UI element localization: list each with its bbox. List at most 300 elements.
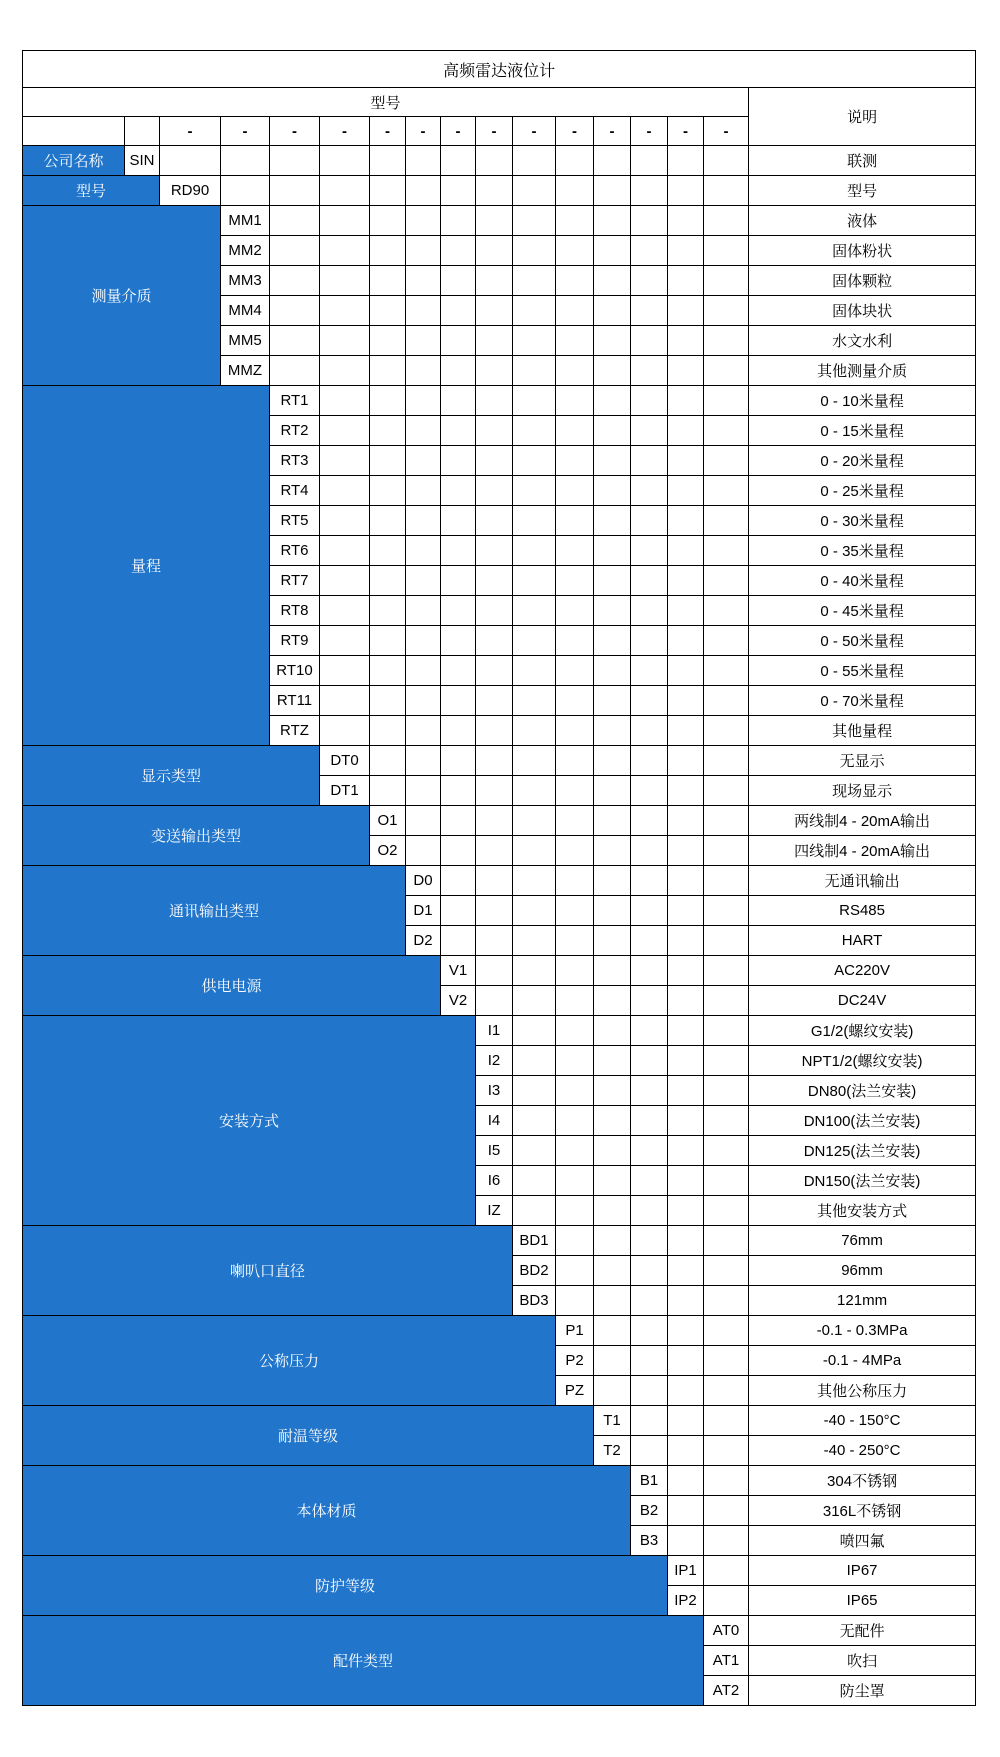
grid-cell xyxy=(594,656,631,686)
grid-cell xyxy=(476,266,513,296)
grid-cell xyxy=(513,746,556,776)
grid-cell xyxy=(631,296,668,326)
grid-cell xyxy=(668,536,704,566)
model-header: 型号 xyxy=(23,88,749,117)
description-cell: 316L不锈钢 xyxy=(749,1496,976,1526)
description-cell: G1/2(螺纹安装) xyxy=(749,1016,976,1046)
grid-cell xyxy=(513,716,556,746)
grid-cell xyxy=(270,146,320,176)
grid-cell xyxy=(270,266,320,296)
dash-separator-cell: - xyxy=(594,117,631,146)
grid-cell xyxy=(406,656,441,686)
grid-cell xyxy=(704,206,749,236)
grid-cell xyxy=(631,476,668,506)
model-code-cell: AT0 xyxy=(704,1616,749,1646)
grid-cell xyxy=(704,836,749,866)
grid-cell xyxy=(556,566,594,596)
grid-cell xyxy=(320,206,370,236)
grid-cell xyxy=(406,746,441,776)
option-row xyxy=(23,1016,976,1046)
grid-cell xyxy=(704,1376,749,1406)
option-row xyxy=(23,1226,976,1256)
grid-cell xyxy=(594,986,631,1016)
title-row xyxy=(23,51,976,88)
grid-cell xyxy=(704,626,749,656)
grid-cell xyxy=(668,776,704,806)
grid-cell xyxy=(406,146,441,176)
grid-cell xyxy=(370,656,406,686)
model-code-cell: I4 xyxy=(476,1106,513,1136)
grid-cell xyxy=(631,956,668,986)
model-code-cell: MM2 xyxy=(221,236,270,266)
grid-cell xyxy=(556,296,594,326)
grid-cell xyxy=(556,716,594,746)
model-code-cell: RT6 xyxy=(270,536,320,566)
grid-cell xyxy=(631,416,668,446)
grid-cell xyxy=(631,896,668,926)
grid-cell xyxy=(513,446,556,476)
grid-cell xyxy=(668,386,704,416)
grid-cell xyxy=(668,1166,704,1196)
grid-cell xyxy=(594,686,631,716)
grid-cell xyxy=(704,1526,749,1556)
grid-cell xyxy=(476,326,513,356)
grid-cell xyxy=(441,896,476,926)
grid-cell xyxy=(441,836,476,866)
grid-cell xyxy=(631,1046,668,1076)
grid-cell xyxy=(704,926,749,956)
grid-cell xyxy=(704,176,749,206)
grid-cell xyxy=(594,1346,631,1376)
description-cell: DN150(法兰安装) xyxy=(749,1166,976,1196)
model-code-cell: RT3 xyxy=(270,446,320,476)
description-cell: DN125(法兰安装) xyxy=(749,1136,976,1166)
grid-cell xyxy=(668,1196,704,1226)
model-code-cell: P1 xyxy=(556,1316,594,1346)
grid-cell xyxy=(441,446,476,476)
grid-cell xyxy=(556,176,594,206)
grid-cell xyxy=(513,146,556,176)
grid-cell xyxy=(556,1226,594,1256)
grid-cell xyxy=(320,356,370,386)
grid-cell xyxy=(704,1166,749,1196)
grid-cell xyxy=(704,1586,749,1616)
grid-cell xyxy=(476,416,513,446)
grid-cell xyxy=(631,626,668,656)
grid-cell xyxy=(476,626,513,656)
grid-cell xyxy=(441,326,476,356)
grid-cell xyxy=(594,266,631,296)
model-code-cell: D2 xyxy=(406,926,441,956)
grid-cell xyxy=(556,1106,594,1136)
grid-cell xyxy=(406,176,441,206)
model-code-cell: RD90 xyxy=(160,176,221,206)
grid-cell xyxy=(320,236,370,266)
description-cell: DN80(法兰安装) xyxy=(749,1076,976,1106)
grid-cell xyxy=(513,476,556,506)
grid-cell xyxy=(556,806,594,836)
grid-cell xyxy=(704,506,749,536)
grid-cell xyxy=(556,476,594,506)
grid-cell xyxy=(631,986,668,1016)
grid-cell xyxy=(513,416,556,446)
grid-cell xyxy=(631,1346,668,1376)
grid-cell xyxy=(594,1046,631,1076)
grid-cell xyxy=(704,896,749,926)
option-row xyxy=(23,866,976,896)
grid-cell xyxy=(704,1256,749,1286)
grid-cell xyxy=(668,1316,704,1346)
grid-cell xyxy=(631,776,668,806)
grid-cell xyxy=(370,536,406,566)
grid-cell xyxy=(406,236,441,266)
grid-cell xyxy=(406,566,441,596)
grid-cell xyxy=(476,836,513,866)
model-code-cell: O2 xyxy=(370,836,406,866)
grid-cell xyxy=(513,836,556,866)
model-code-cell: V1 xyxy=(441,956,476,986)
grid-cell xyxy=(594,596,631,626)
category-label: 防护等级 xyxy=(23,1556,668,1616)
grid-cell xyxy=(704,446,749,476)
description-cell: 0 - 35米量程 xyxy=(749,536,976,566)
grid-cell xyxy=(556,386,594,416)
model-code-cell: O1 xyxy=(370,806,406,836)
model-code-cell: BD3 xyxy=(513,1286,556,1316)
grid-cell xyxy=(631,236,668,266)
grid-cell xyxy=(441,656,476,686)
grid-cell xyxy=(704,956,749,986)
grid-cell xyxy=(406,446,441,476)
grid-cell xyxy=(668,1226,704,1256)
grid-cell xyxy=(406,326,441,356)
grid-cell xyxy=(704,266,749,296)
grid-cell xyxy=(704,1466,749,1496)
grid-cell xyxy=(668,1256,704,1286)
description-cell: 0 - 55米量程 xyxy=(749,656,976,686)
grid-cell xyxy=(668,296,704,326)
description-cell: 型号 xyxy=(749,176,976,206)
grid-cell xyxy=(704,716,749,746)
grid-cell xyxy=(370,506,406,536)
grid-cell xyxy=(704,536,749,566)
model-code-cell: RT11 xyxy=(270,686,320,716)
grid-cell xyxy=(594,626,631,656)
category-label: 配件类型 xyxy=(23,1616,704,1706)
option-row xyxy=(23,1466,976,1496)
grid-cell xyxy=(320,446,370,476)
option-row xyxy=(23,386,976,416)
grid-cell xyxy=(556,656,594,686)
grid-cell xyxy=(594,386,631,416)
grid-cell xyxy=(594,146,631,176)
description-cell: IP67 xyxy=(749,1556,976,1586)
grid-cell xyxy=(631,266,668,296)
grid-cell xyxy=(513,176,556,206)
description-cell: NPT1/2(螺纹安装) xyxy=(749,1046,976,1076)
grid-cell xyxy=(441,776,476,806)
grid-cell xyxy=(476,926,513,956)
grid-cell xyxy=(631,566,668,596)
grid-cell xyxy=(221,176,270,206)
grid-cell xyxy=(594,206,631,236)
grid-cell xyxy=(513,266,556,296)
grid-cell xyxy=(476,776,513,806)
grid-cell xyxy=(476,476,513,506)
grid-cell xyxy=(704,656,749,686)
grid-cell xyxy=(631,716,668,746)
description-cell: 0 - 30米量程 xyxy=(749,506,976,536)
dash-separator-cell: - xyxy=(704,117,749,146)
grid-cell xyxy=(513,926,556,956)
option-row xyxy=(23,806,976,836)
model-code-cell: B3 xyxy=(631,1526,668,1556)
dash-separator-cell: - xyxy=(631,117,668,146)
grid-cell xyxy=(441,416,476,446)
model-code-cell: P2 xyxy=(556,1346,594,1376)
grid-cell xyxy=(320,536,370,566)
model-code-cell: I6 xyxy=(476,1166,513,1196)
model-code-cell: AT2 xyxy=(704,1676,749,1706)
grid-cell xyxy=(441,206,476,236)
model-code-cell: IP2 xyxy=(668,1586,704,1616)
grid-cell xyxy=(513,386,556,416)
grid-cell xyxy=(631,596,668,626)
grid-cell xyxy=(476,596,513,626)
grid-cell xyxy=(476,296,513,326)
grid-cell xyxy=(513,236,556,266)
grid-cell xyxy=(320,416,370,446)
grid-cell xyxy=(476,176,513,206)
grid-cell xyxy=(370,476,406,506)
grid-cell xyxy=(594,326,631,356)
grid-cell xyxy=(631,1286,668,1316)
grid-cell xyxy=(270,236,320,266)
model-code-cell: T1 xyxy=(594,1406,631,1436)
grid-cell xyxy=(320,296,370,326)
grid-cell xyxy=(406,836,441,866)
category-label: 供电电源 xyxy=(23,956,441,1016)
grid-cell xyxy=(594,446,631,476)
grid-cell xyxy=(631,1136,668,1166)
model-code-cell: AT1 xyxy=(704,1646,749,1676)
grid-cell xyxy=(631,536,668,566)
description-cell: 0 - 45米量程 xyxy=(749,596,976,626)
grid-cell xyxy=(370,266,406,296)
grid-cell xyxy=(513,326,556,356)
model-code-cell: D0 xyxy=(406,866,441,896)
grid-cell xyxy=(556,746,594,776)
grid-cell xyxy=(668,836,704,866)
grid-cell xyxy=(631,1376,668,1406)
grid-cell xyxy=(704,686,749,716)
grid-cell xyxy=(668,146,704,176)
grid-cell xyxy=(668,506,704,536)
model-code-cell: B1 xyxy=(631,1466,668,1496)
grid-cell xyxy=(270,296,320,326)
grid-cell xyxy=(370,326,406,356)
option-row xyxy=(23,1406,976,1436)
grid-cell xyxy=(556,896,594,926)
grid-cell xyxy=(441,746,476,776)
description-cell: HART xyxy=(749,926,976,956)
description-cell: 121mm xyxy=(749,1286,976,1316)
grid-cell xyxy=(668,656,704,686)
grid-cell xyxy=(668,1016,704,1046)
grid-cell xyxy=(441,866,476,896)
grid-cell xyxy=(320,566,370,596)
grid-cell xyxy=(704,746,749,776)
grid-cell xyxy=(631,356,668,386)
grid-cell xyxy=(513,986,556,1016)
model-code-cell: SIN xyxy=(125,146,160,176)
grid-cell xyxy=(476,656,513,686)
grid-cell xyxy=(704,386,749,416)
grid-cell xyxy=(668,596,704,626)
model-code-cell: BD2 xyxy=(513,1256,556,1286)
grid-cell xyxy=(406,476,441,506)
grid-cell xyxy=(320,626,370,656)
description-cell: 0 - 25米量程 xyxy=(749,476,976,506)
grid-cell xyxy=(556,1166,594,1196)
grid-cell xyxy=(476,536,513,566)
grid-cell xyxy=(668,206,704,236)
model-code-cell: I3 xyxy=(476,1076,513,1106)
grid-cell xyxy=(594,296,631,326)
description-cell: 96mm xyxy=(749,1256,976,1286)
grid-cell xyxy=(594,416,631,446)
grid-cell xyxy=(704,986,749,1016)
option-row xyxy=(23,206,976,236)
grid-cell xyxy=(631,1196,668,1226)
model-code-cell: MM5 xyxy=(221,326,270,356)
grid-cell xyxy=(370,566,406,596)
grid-cell xyxy=(668,1106,704,1136)
grid-cell xyxy=(406,356,441,386)
model-code-cell: RT5 xyxy=(270,506,320,536)
grid-cell xyxy=(370,296,406,326)
grid-cell xyxy=(631,1256,668,1286)
grid-cell xyxy=(320,146,370,176)
description-header: 说明 xyxy=(749,88,976,146)
model-code-cell: I1 xyxy=(476,1016,513,1046)
model-code-cell: I2 xyxy=(476,1046,513,1076)
category-label: 公称压力 xyxy=(23,1316,556,1406)
grid-cell xyxy=(513,536,556,566)
grid-cell xyxy=(513,1076,556,1106)
grid-cell xyxy=(704,1076,749,1106)
grid-cell xyxy=(704,296,749,326)
model-code-cell: B2 xyxy=(631,1496,668,1526)
grid-cell xyxy=(631,1406,668,1436)
grid-cell xyxy=(556,206,594,236)
grid-cell xyxy=(406,296,441,326)
grid-cell xyxy=(476,206,513,236)
grid-cell xyxy=(513,1136,556,1166)
grid-cell xyxy=(320,716,370,746)
grid-cell xyxy=(704,1106,749,1136)
model-code-cell: RTZ xyxy=(270,716,320,746)
grid-cell xyxy=(631,506,668,536)
grid-cell xyxy=(556,266,594,296)
grid-cell xyxy=(668,476,704,506)
grid-cell xyxy=(704,1196,749,1226)
grid-cell xyxy=(513,866,556,896)
grid-cell xyxy=(556,986,594,1016)
description-cell: 其他安装方式 xyxy=(749,1196,976,1226)
grid-cell xyxy=(631,806,668,836)
grid-cell xyxy=(594,566,631,596)
grid-cell xyxy=(370,146,406,176)
grid-cell xyxy=(668,956,704,986)
grid-cell xyxy=(631,326,668,356)
description-cell: 两线制4 - 20mA输出 xyxy=(749,806,976,836)
grid-cell xyxy=(668,566,704,596)
grid-cell xyxy=(668,806,704,836)
grid-cell xyxy=(631,1106,668,1136)
grid-cell xyxy=(631,1436,668,1466)
grid-cell xyxy=(441,356,476,386)
dash-separator-cell: - xyxy=(270,117,320,146)
grid-cell xyxy=(406,266,441,296)
grid-cell xyxy=(704,866,749,896)
grid-cell xyxy=(513,956,556,986)
grid-cell xyxy=(441,536,476,566)
grid-cell xyxy=(320,686,370,716)
grid-cell xyxy=(441,146,476,176)
grid-cell xyxy=(270,176,320,206)
grid-cell xyxy=(594,896,631,926)
model-code-cell: RT8 xyxy=(270,596,320,626)
page-title: 高频雷达液位计 xyxy=(23,51,976,88)
description-cell: -0.1 - 4MPa xyxy=(749,1346,976,1376)
grid-cell xyxy=(594,866,631,896)
grid-cell xyxy=(594,506,631,536)
grid-cell xyxy=(704,1406,749,1436)
grid-cell xyxy=(406,206,441,236)
description-cell: 无通讯输出 xyxy=(749,866,976,896)
description-cell: 0 - 70米量程 xyxy=(749,686,976,716)
grid-cell xyxy=(556,926,594,956)
grid-cell xyxy=(476,236,513,266)
grid-cell xyxy=(476,746,513,776)
grid-cell xyxy=(631,1166,668,1196)
grid-cell xyxy=(476,386,513,416)
grid-cell xyxy=(513,1046,556,1076)
grid-cell xyxy=(704,356,749,386)
grid-cell xyxy=(704,1016,749,1046)
grid-cell xyxy=(370,356,406,386)
grid-cell xyxy=(594,836,631,866)
grid-cell xyxy=(320,266,370,296)
grid-cell xyxy=(441,686,476,716)
grid-cell xyxy=(476,686,513,716)
grid-cell xyxy=(556,686,594,716)
grid-cell xyxy=(704,596,749,626)
grid-cell xyxy=(668,236,704,266)
grid-cell xyxy=(476,446,513,476)
grid-cell xyxy=(370,446,406,476)
grid-cell xyxy=(556,1136,594,1166)
grid-cell xyxy=(320,506,370,536)
description-cell: -40 - 150°C xyxy=(749,1406,976,1436)
grid-cell xyxy=(556,956,594,986)
grid-cell xyxy=(668,1466,704,1496)
grid-cell xyxy=(270,206,320,236)
grid-cell xyxy=(513,356,556,386)
grid-cell xyxy=(370,236,406,266)
option-row xyxy=(23,956,976,986)
